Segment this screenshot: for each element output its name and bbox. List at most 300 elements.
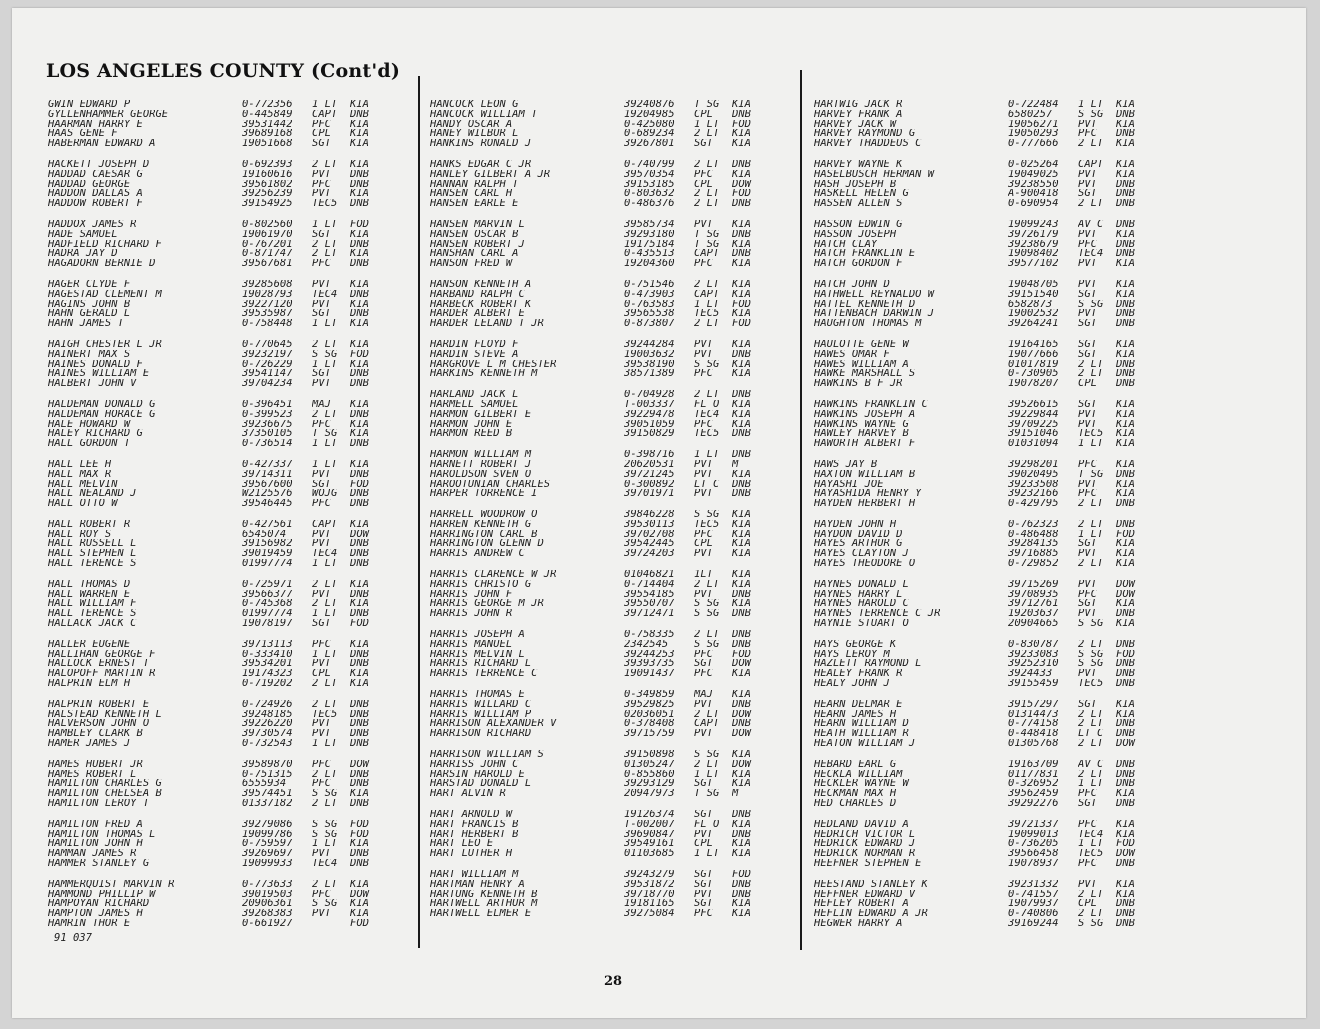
rank-cell: TEC5 — [694, 309, 720, 320]
name-cell: HEATON WILLIAM J — [814, 739, 916, 749]
serial-number-cell: 39846228 — [624, 510, 675, 520]
roster-row — [430, 669, 764, 679]
roster-row — [48, 530, 382, 540]
status-cell: KIA — [1116, 409, 1135, 420]
roster-row — [430, 520, 764, 530]
roster-row — [814, 650, 1148, 660]
status-cell: DNB — [1116, 219, 1135, 230]
roster-row — [430, 280, 764, 290]
rank-cell: PFC — [694, 649, 713, 660]
serial-number-cell: 0-740806 — [1008, 909, 1059, 919]
rank-cell: SGT — [1078, 319, 1097, 329]
rank-cell: 2 LT — [312, 679, 338, 689]
rank-cell: 1 LT — [1078, 439, 1104, 449]
roster-row — [814, 539, 1148, 549]
status-cell: DNB — [1116, 769, 1135, 780]
serial-number-cell: 39546445 — [242, 499, 293, 509]
serial-number-cell: 39562459 — [1008, 789, 1059, 800]
rank-cell: FL O — [694, 399, 720, 410]
status-cell: DNB — [1116, 129, 1135, 140]
serial-number-cell: 19204360 — [624, 259, 675, 269]
rank-cell: 1 LT — [312, 319, 338, 329]
name-cell: HAWORTH ALBERT F — [814, 439, 916, 449]
roster-row — [814, 880, 1148, 890]
status-cell: FOD — [350, 219, 369, 230]
name-cell: HAWLEY HARVEY B — [814, 429, 909, 440]
status-cell: KIA — [350, 519, 369, 530]
status-cell: KIA — [1116, 169, 1135, 180]
serial-number-cell: 19181165 — [624, 899, 675, 910]
serial-number-cell: 0-772356 — [242, 100, 293, 110]
serial-number-cell: 01305768 — [1008, 739, 1059, 749]
name-cell: HAWES OMAR F — [814, 349, 890, 360]
serial-number-cell: 39269697 — [242, 849, 293, 859]
rank-cell: T SG — [694, 239, 720, 250]
roster-row — [48, 189, 382, 199]
name-cell: HARRIS CHRISTO G — [430, 579, 532, 590]
serial-number-cell: 39726179 — [1008, 229, 1059, 240]
rank-cell: SGT — [694, 899, 713, 910]
name-cell: HEDLAND DAVID A — [814, 819, 909, 830]
name-cell: HADDAD CAESAR G — [48, 169, 143, 180]
name-cell: HALVERSON JOHN O — [48, 719, 150, 730]
status-cell: DOW — [1116, 579, 1135, 590]
status-cell: KIA — [1116, 279, 1135, 290]
roster-row — [48, 420, 382, 430]
serial-number-cell: 39019459 — [242, 549, 293, 560]
status-cell: DNB — [1116, 499, 1135, 509]
name-cell: HAMILTON FRED A — [48, 819, 143, 830]
status-cell: DNB — [1116, 469, 1135, 480]
roster-row — [48, 400, 382, 410]
name-cell: HASSON EDWIN G — [814, 219, 903, 230]
status-cell: DNB — [732, 879, 751, 890]
status-cell: DOW — [732, 179, 751, 190]
name-cell: HAMES ROBERT L — [48, 769, 137, 780]
rank-cell: SGT — [694, 779, 713, 790]
serial-number-cell: 20904665 — [1008, 619, 1059, 629]
serial-number-cell: 39690847 — [624, 829, 675, 840]
name-cell: HALL MELVIN — [48, 479, 118, 490]
rank-cell: PVT — [1078, 169, 1097, 180]
status-cell: DNB — [732, 489, 751, 500]
rank-cell: SGT — [694, 870, 713, 880]
roster-row — [814, 919, 1148, 929]
name-cell: HALL NEALAND J — [48, 489, 137, 500]
rank-cell: SGT — [1078, 799, 1097, 809]
serial-number-cell: 0-473903 — [624, 289, 675, 300]
status-cell: KIA — [1116, 619, 1135, 629]
roster-row — [814, 909, 1148, 919]
serial-number-cell: 39226220 — [242, 719, 293, 730]
rank-cell: S SG — [312, 819, 338, 830]
serial-number-cell: 39051059 — [624, 419, 675, 430]
status-cell: KIA — [732, 839, 751, 850]
status-cell: KIA — [1116, 489, 1135, 500]
roster-row — [48, 290, 382, 300]
serial-number-cell: 39570354 — [624, 169, 675, 180]
name-cell: HAWKINS FRANKLIN C — [814, 399, 928, 410]
rank-cell: PFC — [1078, 819, 1097, 830]
serial-number-cell: 39715269 — [1008, 579, 1059, 590]
roster-row — [430, 609, 764, 619]
status-cell: DNB — [1116, 239, 1135, 250]
rank-cell: PFC — [694, 419, 713, 430]
serial-number-cell: 39298201 — [1008, 459, 1059, 470]
name-cell: HARRIS JOSEPH A — [430, 630, 525, 640]
rank-cell: 2 LT — [694, 159, 720, 170]
rank-cell: 2 LT — [1078, 139, 1104, 149]
roster-row — [814, 220, 1148, 230]
serial-number-cell: 39567681 — [242, 259, 293, 269]
status-cell: DNB — [1116, 369, 1135, 380]
roster-row — [430, 489, 764, 499]
status-cell: DNB — [350, 719, 369, 730]
status-cell: KIA — [1116, 439, 1135, 449]
name-cell: HAGADORN BERNIE D — [48, 259, 156, 269]
rank-cell: CPL — [694, 109, 713, 120]
status-cell: FOD — [732, 189, 751, 200]
status-cell: KIA — [1116, 229, 1135, 240]
serial-number-cell: 39724203 — [624, 549, 675, 560]
status-cell: DNB — [350, 849, 369, 859]
roster-group — [814, 460, 1148, 509]
name-cell: HEARN JAMES H — [814, 709, 897, 720]
roster-row — [430, 309, 764, 319]
roster-row — [48, 199, 382, 209]
serial-number-cell: 19048705 — [1008, 279, 1059, 290]
serial-number-cell: 01103685 — [624, 849, 675, 859]
serial-number-cell: 0-722484 — [1008, 100, 1059, 110]
roster-row — [48, 820, 382, 830]
name-cell: HARRIS CLARENCE W JR — [430, 570, 557, 580]
rank-cell: CAPT — [312, 519, 338, 530]
name-cell: HAMILTON LEROY T — [48, 799, 150, 809]
name-cell: HAYES THEODORE O — [814, 559, 916, 569]
serial-number-cell: 0-740799 — [624, 159, 675, 170]
roster-row — [430, 510, 764, 520]
name-cell: HARMON WILLIAM M — [430, 450, 532, 460]
roster-group — [814, 880, 1148, 929]
roster-row — [48, 489, 382, 499]
status-cell: KIA — [1116, 139, 1135, 149]
rank-cell: CAPT — [312, 109, 338, 120]
serial-number-cell: 19098402 — [1008, 249, 1059, 260]
roster-row — [430, 909, 764, 919]
serial-number-cell: 0-435513 — [624, 249, 675, 260]
roster-group — [814, 760, 1148, 809]
rank-cell: 2 LT — [312, 769, 338, 780]
name-cell: HEEFNER STEPHEN E — [814, 859, 922, 869]
name-cell: HAMPOYAN RICHARD — [48, 899, 150, 910]
name-cell: HAYDEN HERBERT H — [814, 499, 916, 509]
serial-number-cell: 19204985 — [624, 109, 675, 120]
serial-number-cell: 0-871747 — [242, 249, 293, 260]
serial-number-cell: 0-378408 — [624, 719, 675, 730]
roster-row — [430, 100, 764, 110]
status-cell: DNB — [732, 199, 751, 209]
rank-cell: T SG — [694, 100, 720, 110]
name-cell: HARRIS THOMAS E — [430, 690, 525, 700]
name-cell: HAWES WILLIAM A — [814, 359, 909, 370]
roster-row — [48, 590, 382, 600]
serial-number-cell: 39233508 — [1008, 479, 1059, 490]
roster-group — [430, 450, 764, 499]
status-cell: KIA — [350, 319, 369, 329]
rank-cell: PVT — [694, 489, 713, 500]
roster-row — [48, 429, 382, 439]
serial-number-cell: 0-758448 — [242, 319, 293, 329]
serial-number-cell: 0-741557 — [1008, 889, 1059, 900]
serial-number-cell: 39236675 — [242, 419, 293, 430]
roster-group — [48, 220, 382, 269]
name-cell: HARRIS JOHN F — [430, 589, 513, 600]
roster-row — [48, 480, 382, 490]
serial-number-cell: 39275084 — [624, 909, 675, 919]
rank-cell: PVT — [312, 849, 331, 859]
name-cell: HART LEO E — [430, 839, 494, 850]
roster-row — [48, 679, 382, 689]
status-cell: KIA — [1116, 879, 1135, 890]
status-cell: KIA — [732, 369, 751, 380]
serial-number-cell: 0-855860 — [624, 769, 675, 780]
serial-number-cell: 39256239 — [242, 189, 293, 200]
status-cell: DNB — [350, 409, 369, 420]
roster-row — [48, 439, 382, 449]
roster-group — [430, 340, 764, 379]
status-cell: KIA — [350, 299, 369, 310]
serial-number-cell: 0-730905 — [1008, 369, 1059, 380]
roster-row — [430, 300, 764, 310]
status-cell: DNB — [732, 609, 751, 620]
roster-group — [814, 580, 1148, 629]
status-cell: DNB — [350, 649, 369, 660]
roster-row — [814, 350, 1148, 360]
name-cell: HARTWELL ARTHUR M — [430, 899, 538, 910]
serial-number-cell: 6582873 — [1008, 299, 1053, 310]
name-cell: HANSHAN CARL A — [430, 249, 519, 260]
roster-row — [430, 640, 764, 650]
name-cell: HALSTEAD KENNETH L — [48, 709, 162, 720]
rank-cell: 1 LT — [312, 839, 338, 850]
roster-row — [430, 340, 764, 350]
serial-number-cell: 0-689234 — [624, 129, 675, 140]
rank-cell: 2 LT — [312, 239, 338, 250]
name-cell: HART ARNOLD W — [430, 810, 513, 820]
serial-number-cell: 19203637 — [1008, 609, 1059, 620]
rank-cell: PVT — [694, 339, 713, 350]
rank-cell: PVT — [694, 469, 713, 480]
status-cell: KIA — [1116, 549, 1135, 560]
serial-number-cell: 39531442 — [242, 119, 293, 130]
rank-cell: 1 LT — [312, 100, 338, 110]
name-cell: HEARN DELMAR E — [814, 699, 903, 710]
name-cell: HARTUNG KENNETH B — [430, 889, 538, 900]
rank-cell: S SG — [312, 899, 338, 910]
name-cell: HEATH WILLIAM R — [814, 729, 909, 740]
rank-cell: 1 LT — [694, 450, 720, 460]
name-cell: HAMILTON CHELSEA B — [48, 789, 162, 800]
roster-row — [814, 590, 1148, 600]
serial-number-cell: 01017819 — [1008, 359, 1059, 370]
rank-cell: MAJ — [694, 690, 713, 700]
name-cell: HAMILTON THOMAS L — [48, 829, 156, 840]
serial-number-cell: 0-300892 — [624, 479, 675, 490]
roster-row — [48, 100, 382, 110]
status-cell: KIA — [732, 849, 751, 859]
roster-row — [430, 899, 764, 909]
name-cell: HAMMOND PHILLIP W — [48, 889, 156, 900]
name-cell: HARTWELL ELMER E — [430, 909, 532, 919]
serial-number-cell: 0-777666 — [1008, 139, 1059, 149]
rank-cell: PVT — [1078, 229, 1097, 240]
serial-number-cell: 39526615 — [1008, 399, 1059, 410]
status-cell: KIA — [732, 690, 751, 700]
status-cell: KIA — [732, 909, 751, 919]
roster-row — [48, 379, 382, 389]
roster-row — [814, 240, 1148, 250]
rank-cell: PVT — [694, 459, 713, 470]
serial-number-cell: 0-398716 — [624, 450, 675, 460]
serial-number-cell: 3924433 — [1008, 669, 1053, 680]
serial-number-cell: 39169244 — [1008, 918, 1059, 929]
name-cell: HAINES WILLIAM E — [48, 369, 150, 380]
status-cell: KIA — [1116, 829, 1135, 840]
name-cell: HARRIS TERRENCE C — [430, 669, 538, 680]
roster-row — [814, 619, 1148, 629]
status-cell: KIA — [732, 669, 751, 680]
roster-row — [814, 839, 1148, 849]
serial-number-cell: 39689168 — [242, 129, 293, 140]
status-cell: DNB — [350, 659, 369, 670]
status-cell: DOW — [1116, 739, 1135, 749]
serial-number-cell: 0-690954 — [1008, 199, 1059, 209]
rank-cell: SGT — [694, 139, 713, 149]
roster-row — [814, 460, 1148, 470]
rank-cell: 2 LT — [1078, 909, 1104, 919]
name-cell: HADFIELD RICHARD F — [48, 239, 162, 250]
serial-number-cell: 19078937 — [1008, 859, 1059, 869]
column-divider-left — [418, 76, 420, 948]
roster-group — [430, 100, 764, 149]
name-cell: HAROOTUNIAN CHARLES — [430, 479, 551, 490]
serial-number-cell: 0-427561 — [242, 519, 293, 530]
name-cell: HADDOW ROBERT F — [48, 199, 143, 209]
serial-number-cell: 6545074 — [242, 529, 287, 540]
roster-row — [814, 189, 1148, 199]
roster-row — [814, 669, 1148, 679]
status-cell: DNB — [732, 589, 751, 600]
status-cell: DNB — [1116, 779, 1135, 790]
serial-number-cell: W2125576 — [242, 489, 293, 500]
rank-cell: 2 LT — [1078, 639, 1104, 650]
serial-number-cell: 19077666 — [1008, 349, 1059, 360]
name-cell: HAYES ARTHUR G — [814, 539, 903, 550]
name-cell: HARMON JOHN E — [430, 419, 513, 430]
rank-cell: TEC5 — [1078, 679, 1104, 689]
serial-number-cell: 0-759597 — [242, 839, 293, 850]
status-cell: KIA — [1116, 789, 1135, 800]
serial-number-cell: 19091437 — [624, 669, 675, 680]
status-cell: DNB — [1116, 179, 1135, 190]
serial-number-cell: 39267801 — [624, 139, 675, 149]
roster-row — [430, 770, 764, 780]
status-cell: DNB — [1116, 909, 1135, 919]
roster-row — [48, 760, 382, 770]
status-cell: DNB — [1116, 759, 1135, 770]
roster-row — [430, 690, 764, 700]
roster-row — [814, 859, 1148, 869]
status-cell: KIA — [1116, 429, 1135, 440]
status-cell: DNB — [732, 249, 751, 260]
status-cell: KIA — [350, 679, 369, 689]
rank-cell: 2 LT — [1078, 889, 1104, 900]
status-cell: DNB — [1116, 519, 1135, 530]
roster-row — [814, 300, 1148, 310]
rank-cell: TEC4 — [1078, 829, 1104, 840]
status-cell: KIA — [1116, 339, 1135, 350]
name-cell: HAYDON DAVID D — [814, 529, 903, 540]
serial-number-cell: 39712761 — [1008, 599, 1059, 610]
status-cell: KIA — [350, 599, 369, 610]
name-cell: HAWS JAY B — [814, 459, 878, 470]
name-cell: HALLACK JACK C — [48, 619, 137, 629]
rank-cell: TEC4 — [694, 409, 720, 420]
rank-cell: 2 LT — [1078, 769, 1104, 780]
roster-group — [430, 280, 764, 329]
roster-row — [814, 779, 1148, 789]
roster-row — [48, 300, 382, 310]
roster-row — [430, 650, 764, 660]
roster-row — [814, 820, 1148, 830]
status-cell: DNB — [350, 179, 369, 190]
serial-number-cell: 01997774 — [242, 559, 293, 569]
name-cell: HAWKINS WAYNE G — [814, 419, 909, 430]
serial-number-cell: 19099243 — [1008, 219, 1059, 230]
rank-cell: 1 LT — [312, 649, 338, 660]
rank-cell: PVT — [312, 169, 331, 180]
rank-cell: CPL — [1078, 379, 1097, 389]
serial-number-cell: 0-745368 — [242, 599, 293, 610]
roster-group — [814, 520, 1148, 569]
status-cell: KIA — [350, 279, 369, 290]
rank-cell: TEC5 — [1078, 849, 1104, 859]
status-cell: KIA — [732, 239, 751, 250]
rank-cell: PFC — [1078, 459, 1097, 470]
roster-row — [430, 160, 764, 170]
roster-row — [814, 429, 1148, 439]
name-cell: HARVEY RAYMOND G — [814, 129, 916, 140]
name-cell: HAMMERQUIST MARVIN R — [48, 879, 175, 890]
rank-cell: 1 LT — [694, 849, 720, 859]
roster-row — [430, 180, 764, 190]
roster-row — [430, 849, 764, 859]
roster-row — [430, 460, 764, 470]
roster-row — [48, 789, 382, 799]
status-cell: DNB — [350, 169, 369, 180]
rank-cell: SGT — [1078, 289, 1097, 300]
name-cell: HAYNES HARRY L — [814, 589, 903, 600]
name-cell: HAHN JAMES T — [48, 319, 124, 329]
serial-number-cell: 38571389 — [624, 369, 675, 380]
roster-row — [430, 830, 764, 840]
roster-row — [430, 450, 764, 460]
serial-number-cell: 39238679 — [1008, 239, 1059, 250]
status-cell: KIA — [732, 469, 751, 480]
name-cell: HATHWELL REYNALDO W — [814, 289, 935, 300]
name-cell: HAMMER STANLEY G — [48, 859, 150, 869]
roster-group — [48, 520, 382, 569]
